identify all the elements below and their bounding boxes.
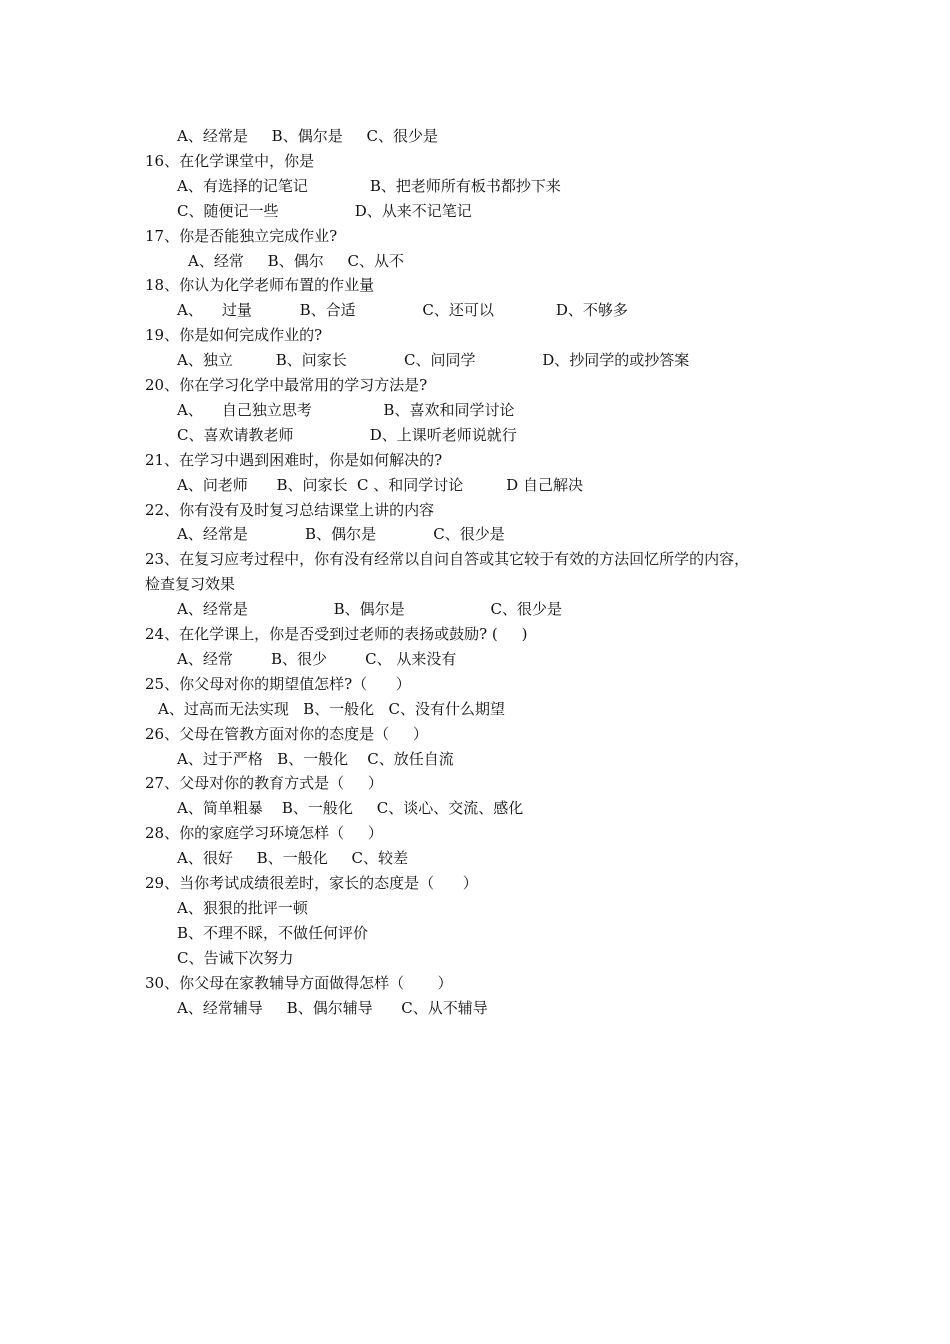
question-text: 28、你的家庭学习环境怎样（ ）: [145, 824, 383, 843]
question-text: 25、你父母对你的期望值怎样?（ ）: [145, 674, 411, 693]
answer-options: C、告诫下次努力: [177, 948, 294, 967]
question-text: 22、你有没有及时复习总结课堂上讲的内容: [145, 500, 435, 519]
answer-options: A、过于严格 B、一般化 C、放任自流: [177, 749, 454, 768]
answer-options: A、 过量 B、合适 C、还可以 D、不够多: [177, 301, 628, 320]
answer-options: A、经常辅导 B、偶尔辅导 C、从不辅导: [177, 998, 488, 1017]
question-text: 18、你认为化学老师布置的作业量: [145, 276, 375, 295]
question-text: 29、当你考试成绩很差时，家长的态度是（ ）: [145, 874, 478, 892]
answer-options: A、有选择的记笔记 B、把老师所有板书都抄下来: [177, 176, 561, 195]
question-text: 20、你在学习化学中最常用的学习方法是?: [145, 376, 428, 394]
answer-options: A、经常是 B、偶尔是 C、很少是: [177, 127, 439, 145]
answer-options: A、经常 B、很少 C、 从来没有: [177, 649, 457, 668]
answer-options: C、喜欢请教老师 D、上课听老师说就行: [177, 425, 517, 444]
answer-options: A、独立 B、问家长 C、问同学 D、抄同学的或抄答案: [177, 351, 690, 370]
answer-options: A、过高而无法实现 B、一般化 C、没有什么期望: [158, 699, 505, 718]
answer-options: A、狠狠的批评一顿: [177, 898, 308, 917]
answer-options: A、经常是 B、偶尔是 C、很少是: [177, 600, 562, 619]
answer-options: A、 自己独立思考 B、喜欢和同学讨论: [177, 400, 515, 419]
answer-options: A、经常 B、偶尔 C、从不: [188, 251, 405, 270]
question-text: 26、父母在管教方面对你的态度是（ ）: [145, 724, 428, 743]
answer-options: A、问老师 B、问家长 C 、和同学讨论 D 自己解决: [177, 475, 583, 494]
answer-options: A、经常是 B、偶尔是 C、很少是: [177, 525, 505, 544]
question-text: 30、你父母在家教辅导方面做得怎样（ ）: [145, 973, 453, 992]
question-text: 17、你是否能独立完成作业?: [145, 226, 338, 245]
question-text: 19、你是如何完成作业的?: [145, 326, 323, 345]
answer-options: A、简单粗暴 B、一般化 C、谈心、交流、感化: [177, 799, 524, 818]
answer-options: C、随便记一些 D、从来不记笔记: [177, 201, 472, 220]
question-text: 23、在复习应考过程中，你有没有经常以自问自答或其它较于有效的方法回忆所学的内容，: [145, 550, 750, 569]
question-text: 16、在化学课堂中，你是: [145, 151, 315, 170]
question-text: 检查复习效果: [145, 575, 236, 594]
question-text: 27、父母对你的教育方式是（ ）: [145, 774, 383, 793]
answer-options: A、很好 B、一般化 C、较差: [177, 849, 409, 868]
question-text: 24、在化学课上，你是否受到过老师的表扬或鼓励? ( ): [145, 625, 528, 643]
answer-options: B、不理不睬，不做任何评价: [177, 923, 369, 942]
question-text: 21、在学习中遇到困难时，你是如何解决的?: [145, 450, 443, 469]
